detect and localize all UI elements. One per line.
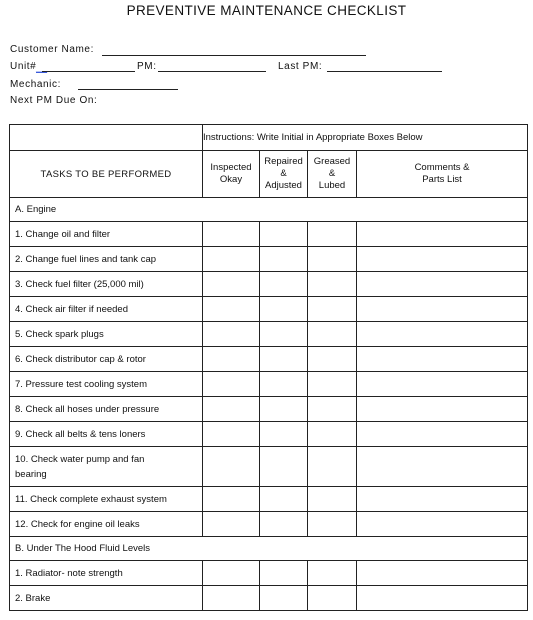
greased-box[interactable]: [308, 397, 357, 422]
task-label: 9. Check all belts & tens loners: [10, 422, 203, 447]
column-header-row: [10, 151, 528, 198]
task-label: 8. Check all hoses under pressure: [10, 397, 203, 422]
tasks-header: TASKS TO BE PERFORMED: [10, 151, 203, 198]
table-row: [10, 322, 528, 347]
col-greased-line1: Greased: [313, 156, 351, 167]
greased-box[interactable]: [308, 561, 357, 586]
table-row: [10, 512, 528, 537]
repaired-box[interactable]: [260, 347, 308, 372]
task-label: 7. Pressure test cooling system: [10, 372, 203, 397]
section-row-fluids: [10, 537, 528, 561]
table-row: [10, 447, 528, 487]
checklist-table: [9, 124, 528, 611]
inspected-box[interactable]: [203, 447, 260, 487]
unit-line[interactable]: [42, 71, 135, 72]
task-label: 4. Check air filter if needed: [10, 297, 203, 322]
col-repaired-header: [260, 151, 308, 198]
table-row: [10, 422, 528, 447]
mechanic-line[interactable]: [78, 89, 178, 90]
col-greased-line2: &: [328, 168, 336, 179]
repaired-box[interactable]: [260, 447, 308, 487]
section-fluids: B. Under The Hood Fluid Levels: [10, 537, 528, 561]
table-row: [10, 586, 528, 611]
inspected-box[interactable]: [203, 561, 260, 586]
col-comments-line2: Parts List: [422, 174, 462, 185]
comments-box[interactable]: [357, 322, 528, 347]
col-comments-header: [357, 151, 528, 198]
task-label: 1. Change oil and filter: [10, 222, 203, 247]
repaired-box[interactable]: [260, 247, 308, 272]
instructions-blank: [10, 125, 203, 151]
repaired-box[interactable]: [260, 586, 308, 611]
mechanic-label: Mechanic:: [10, 79, 61, 90]
pm-line[interactable]: [158, 71, 266, 72]
repaired-box[interactable]: [260, 372, 308, 397]
inspected-box[interactable]: [203, 422, 260, 447]
comments-box[interactable]: [357, 347, 528, 372]
table-row: [10, 372, 528, 397]
section-engine: A. Engine: [10, 198, 528, 222]
col-greased-line3: Lubed: [318, 180, 346, 191]
comments-box[interactable]: [357, 447, 528, 487]
inspected-box[interactable]: [203, 347, 260, 372]
task-label: [10, 447, 203, 487]
repaired-box[interactable]: [260, 397, 308, 422]
comments-box[interactable]: [357, 397, 528, 422]
greased-box[interactable]: [308, 422, 357, 447]
comments-box[interactable]: [357, 422, 528, 447]
greased-box[interactable]: [308, 272, 357, 297]
inspected-box[interactable]: [203, 297, 260, 322]
greased-box[interactable]: [308, 347, 357, 372]
comments-box[interactable]: [357, 487, 528, 512]
col-repaired-line1: Repaired: [264, 156, 303, 167]
repaired-box[interactable]: [260, 272, 308, 297]
last-pm-label: Last PM:: [278, 61, 323, 72]
instructions-row: [10, 125, 528, 151]
greased-box[interactable]: [308, 247, 357, 272]
repaired-box[interactable]: [260, 322, 308, 347]
table-row: [10, 561, 528, 586]
inspected-box[interactable]: [203, 222, 260, 247]
task-label-line2: bearing: [15, 468, 47, 480]
task-label: 1. Radiator- note strength: [10, 561, 203, 586]
comments-box[interactable]: [357, 561, 528, 586]
repaired-box[interactable]: [260, 512, 308, 537]
table-row: [10, 347, 528, 372]
comments-box[interactable]: [357, 297, 528, 322]
col-inspected-line1: Inspected: [210, 162, 252, 173]
greased-box[interactable]: [308, 322, 357, 347]
repaired-box[interactable]: [260, 561, 308, 586]
inspected-box[interactable]: [203, 272, 260, 297]
inspected-box[interactable]: [203, 372, 260, 397]
comments-box[interactable]: [357, 247, 528, 272]
greased-box[interactable]: [308, 372, 357, 397]
inspected-box[interactable]: [203, 322, 260, 347]
task-label: 6. Check distributor cap & rotor: [10, 347, 203, 372]
greased-box[interactable]: [308, 222, 357, 247]
unit-mark: ____: [36, 67, 48, 73]
inspected-box[interactable]: [203, 487, 260, 512]
task-label: 2. Brake: [10, 586, 203, 611]
table-row: [10, 247, 528, 272]
repaired-box[interactable]: [260, 297, 308, 322]
instructions-text: Instructions: Write Initial in Appropriate Boxes Below: [203, 125, 528, 151]
greased-box[interactable]: [308, 512, 357, 537]
inspected-box[interactable]: [203, 397, 260, 422]
inspected-box[interactable]: [203, 586, 260, 611]
repaired-box[interactable]: [260, 222, 308, 247]
comments-box[interactable]: [357, 512, 528, 537]
col-repaired-line3: Adjusted: [265, 180, 302, 191]
customer-name-label: Customer Name:: [10, 44, 94, 55]
task-label: 12. Check for engine oil leaks: [10, 512, 203, 537]
greased-box[interactable]: [308, 297, 357, 322]
task-label: 3. Check fuel filter (25,000 mil): [10, 272, 203, 297]
customer-name-line[interactable]: [102, 55, 366, 56]
col-comments-line1: Comments &: [414, 162, 470, 173]
col-inspected-line2: Okay: [219, 174, 243, 185]
task-label-line1: 10. Check water pump and fan: [15, 453, 145, 465]
table-row: [10, 297, 528, 322]
table-row: [10, 272, 528, 297]
table-row: [10, 222, 528, 247]
inspected-box[interactable]: [203, 512, 260, 537]
section-row-engine: [10, 198, 528, 222]
next-pm-label: Next PM Due On:: [10, 95, 98, 106]
col-greased-header: [308, 151, 357, 198]
repaired-box[interactable]: [260, 487, 308, 512]
col-repaired-line2: &: [280, 168, 287, 179]
col-inspected-header: [203, 151, 260, 198]
repaired-box[interactable]: [260, 422, 308, 447]
greased-box[interactable]: [308, 447, 357, 487]
comments-box[interactable]: [357, 272, 528, 297]
task-label: 2. Change fuel lines and tank cap: [10, 247, 203, 272]
unit-label: Unit#: [10, 61, 37, 72]
greased-box[interactable]: [308, 487, 357, 512]
task-label: 11. Check complete exhaust system: [10, 487, 203, 512]
inspected-box[interactable]: [203, 247, 260, 272]
last-pm-line[interactable]: [327, 71, 442, 72]
comments-box[interactable]: [357, 222, 528, 247]
comments-box[interactable]: [357, 586, 528, 611]
greased-box[interactable]: [308, 586, 357, 611]
page-title: PREVENTIVE MAINTENANCE CHECKLIST: [126, 3, 407, 18]
table-row: [10, 487, 528, 512]
task-label: 5. Check spark plugs: [10, 322, 203, 347]
comments-box[interactable]: [357, 372, 528, 397]
table-row: [10, 397, 528, 422]
pm-label: PM:: [137, 61, 157, 72]
